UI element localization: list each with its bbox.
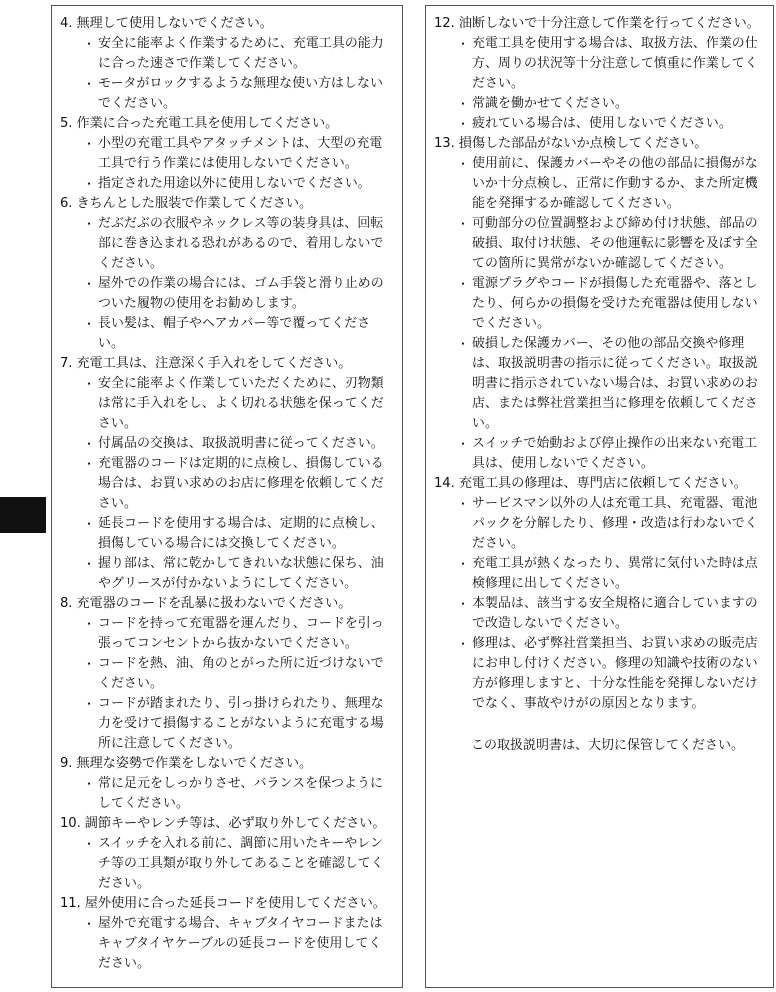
bullet-text: 疲れている場合は、使用しないでください。 bbox=[472, 116, 732, 131]
bullet-item bbox=[434, 634, 764, 714]
bullet-dot-icon: ・ bbox=[83, 137, 96, 151]
bullet-item bbox=[60, 614, 393, 654]
bullet-dot-icon: ・ bbox=[83, 277, 96, 291]
bullet-item bbox=[60, 214, 393, 274]
item-title: 7. 充電工具は、注意深く手入れをしてください。 bbox=[60, 356, 352, 371]
bullet-dot-icon: ・ bbox=[457, 157, 470, 171]
bullet-list bbox=[60, 374, 393, 594]
bullet-item bbox=[60, 74, 393, 114]
safety-item bbox=[60, 814, 393, 894]
bullet-item bbox=[434, 94, 764, 114]
right-column bbox=[425, 5, 774, 988]
bullet-list bbox=[60, 34, 393, 114]
item-title: 12. 油断しないで十分注意して作業を行ってください。 bbox=[434, 16, 760, 31]
bullet-text: 指定された用途以外に使用しないでください。 bbox=[98, 176, 371, 191]
bullet-dot-icon: ・ bbox=[83, 837, 96, 851]
bullet-text: 安全に能率よく作業していただくために、刃物類は常に手入れをし、よく切れる状態を保ってください。 bbox=[98, 376, 384, 431]
safety-item bbox=[60, 14, 393, 114]
bullet-text: 屋外で充電する場合、キャブタイヤコードまたはキャブタイヤケーブルの延長コードを使用してください。 bbox=[98, 916, 383, 971]
bullet-item bbox=[60, 174, 393, 194]
bullet-text: 付属品の交換は、取扱説明書に従ってください。 bbox=[98, 436, 384, 451]
item-title: 10. 調節キーやレンチ等は、必ず取り外してください。 bbox=[60, 816, 386, 831]
bullet-dot-icon: ・ bbox=[83, 657, 96, 671]
safety-item bbox=[60, 194, 393, 354]
bullet-list bbox=[434, 494, 764, 714]
bullet-item bbox=[434, 34, 764, 94]
bullet-text: 破損した保護カバー、その他の部品交換や修理は、取扱説明書の指示に従ってください。取扱説明書に指示されていない場合は、お買い求めのお店、または弊社営業担当に修理を依頼してください。 bbox=[472, 336, 758, 431]
bullet-item bbox=[434, 494, 764, 554]
item-title: 14. 充電工具の修理は、専門店に依頼してください。 bbox=[434, 476, 747, 491]
bullet-list bbox=[60, 134, 393, 194]
bullet-item bbox=[434, 274, 764, 334]
bullet-item bbox=[60, 914, 393, 974]
safety-item bbox=[434, 14, 764, 134]
bullet-text: 修理は、必ず弊社営業担当、お買い求めの販売店にお申し付けください。修理の知識や技術のない方が修理しますと、十分な性能を発揮しないだけでなく、事故やけがの原因となります。 bbox=[472, 636, 758, 711]
bullet-text: だぶだぶの衣服やネックレス等の装身具は、回転部に巻き込まれる恐れがあるので、着用しないでください。 bbox=[98, 216, 384, 271]
bullet-text: 可動部分の位置調整および締め付け状態、部品の破損、取付け状態、その他運転に影響を及ぼす全ての箇所に異常がないか確認してください。 bbox=[472, 216, 758, 271]
bullet-dot-icon: ・ bbox=[457, 337, 470, 351]
bullet-dot-icon: ・ bbox=[83, 617, 96, 631]
bullet-text: コードが踏まれたり、引っ掛けられたり、無理な力を受けて損傷することがないように充電する場所に注意してください。 bbox=[98, 696, 384, 751]
item-title: 13. 損傷した部品がないか点検してください。 bbox=[434, 136, 708, 151]
bullet-text: 常識を働かせてください。 bbox=[472, 96, 628, 111]
bullet-dot-icon: ・ bbox=[83, 517, 96, 531]
bullet-dot-icon: ・ bbox=[83, 77, 96, 91]
bullet-list bbox=[60, 834, 393, 894]
bullet-text: 本製品は、該当する安全規格に適合していますので改造しないでください。 bbox=[472, 596, 758, 631]
safety-item bbox=[60, 114, 393, 194]
closing-note: この取扱説明書は、大切に保管してください。 bbox=[471, 738, 745, 753]
bullet-item bbox=[60, 774, 393, 814]
item-title: 11. 屋外使用に合った延長コードを使用してください。 bbox=[60, 896, 386, 911]
bullet-text: モータがロックするような無理な使い方はしないでください。 bbox=[98, 76, 384, 111]
bullet-list bbox=[434, 34, 764, 134]
bullet-text: コードを持って充電器を運んだり、コードを引っ張ってコンセントから抜かないでください。 bbox=[98, 616, 384, 651]
bullet-dot-icon: ・ bbox=[83, 777, 96, 791]
bullet-dot-icon: ・ bbox=[83, 697, 96, 711]
bullet-text: 屋外での作業の場合には、ゴム手袋と滑り止めのついた履物の使用をお勧めします。 bbox=[98, 276, 384, 311]
bullet-text: 延長コードを使用する場合は、定期的に点検し、損傷している場合には交換してください。 bbox=[98, 516, 384, 551]
bullet-dot-icon: ・ bbox=[83, 37, 96, 51]
bullet-dot-icon: ・ bbox=[457, 217, 470, 231]
bullet-dot-icon: ・ bbox=[457, 37, 470, 51]
bullet-item bbox=[434, 334, 764, 434]
bullet-item bbox=[60, 134, 393, 174]
bullet-item bbox=[434, 434, 764, 474]
bullet-item bbox=[60, 694, 393, 754]
bullet-dot-icon: ・ bbox=[83, 457, 96, 471]
bullet-text: スイッチで始動および停止操作の出来ない充電工具は、使用しないでください。 bbox=[472, 436, 758, 471]
bullet-text: 使用前に、保護カバーやその他の部品に損傷がないか十分点検し、正常に作動するか、また所定機能を発揮するか確認してください。 bbox=[472, 156, 758, 211]
bullet-text: 長い髪は、帽子やヘアカバー等で覆ってください。 bbox=[98, 316, 371, 351]
bullet-item bbox=[60, 314, 393, 354]
bullet-text: 常に足元をしっかりさせ、バランスを保つようにしてください。 bbox=[98, 776, 384, 811]
item-title: 6. きちんとした服装で作業してください。 bbox=[60, 196, 313, 211]
safety-item bbox=[434, 134, 764, 474]
bullet-dot-icon: ・ bbox=[83, 217, 96, 231]
bullet-dot-icon: ・ bbox=[83, 177, 96, 191]
bullet-item bbox=[60, 34, 393, 74]
bullet-item bbox=[60, 454, 393, 514]
bullet-dot-icon: ・ bbox=[457, 557, 470, 571]
bullet-dot-icon: ・ bbox=[457, 117, 470, 131]
bullet-item bbox=[60, 514, 393, 554]
safety-item bbox=[60, 754, 393, 814]
bullet-item bbox=[434, 554, 764, 594]
bullet-dot-icon: ・ bbox=[83, 437, 96, 451]
bullet-dot-icon: ・ bbox=[457, 277, 470, 291]
bullet-item bbox=[60, 274, 393, 314]
bullet-dot-icon: ・ bbox=[83, 317, 96, 331]
bullet-list bbox=[60, 914, 393, 974]
bullet-text: サービスマン以外の人は充電工具、充電器、電池パックを分解したり、修理・改造は行わないでください。 bbox=[472, 496, 758, 551]
bullet-dot-icon: ・ bbox=[457, 497, 470, 511]
bullet-item bbox=[434, 594, 764, 634]
bullet-text: 小型の充電工具やアタッチメントは、大型の充電工具で行う作業には使用しないでください。 bbox=[98, 136, 383, 171]
bullet-item bbox=[60, 554, 393, 594]
bullet-dot-icon: ・ bbox=[457, 437, 470, 451]
bullet-item bbox=[60, 434, 393, 454]
bullet-dot-icon: ・ bbox=[457, 637, 470, 651]
bullet-text: 握り部は、常に乾かしてきれいな状態に保ち、油やグリースが付かないようにしてください。 bbox=[98, 556, 384, 591]
bullet-dot-icon: ・ bbox=[457, 597, 470, 611]
bullet-text: 充電工具が熱くなったり、異常に気付いた時は点検修理に出してください。 bbox=[472, 556, 758, 591]
item-title: 4. 無理して使用しないでください。 bbox=[60, 16, 273, 31]
bullet-list bbox=[60, 614, 393, 754]
bullet-list bbox=[434, 154, 764, 474]
item-title: 5. 作業に合った充電工具を使用してください。 bbox=[60, 116, 339, 131]
bullet-item bbox=[434, 154, 764, 214]
bullet-list bbox=[60, 214, 393, 354]
bullet-dot-icon: ・ bbox=[457, 97, 470, 111]
bullet-list bbox=[60, 774, 393, 814]
bullet-text: 充電工具を使用する場合は、取扱方法、作業の仕方、周りの状況等十分注意して慎重に作業してください。 bbox=[472, 36, 758, 91]
bullet-text: スイッチを入れる前に、調節に用いたキーやレンチ等の工具類が取り外してあることを確認してください。 bbox=[98, 836, 384, 891]
bullet-dot-icon: ・ bbox=[83, 557, 96, 571]
bullet-dot-icon: ・ bbox=[83, 917, 96, 931]
safety-item bbox=[434, 474, 764, 714]
item-title: 9. 無理な姿勢で作業をしないでください。 bbox=[60, 756, 313, 771]
safety-item bbox=[60, 594, 393, 754]
bullet-text: 安全に能率よく作業するために、充電工具の能力に合った速さで作業してください。 bbox=[98, 36, 384, 71]
bullet-item bbox=[434, 214, 764, 274]
safety-item bbox=[60, 894, 393, 974]
bullet-text: 電源プラグやコードが損傷した充電器や、落としたり、何らかの損傷を受けた充電器は使用しないでください。 bbox=[472, 276, 758, 331]
bullet-dot-icon: ・ bbox=[83, 377, 96, 391]
bullet-item bbox=[60, 654, 393, 694]
bullet-text: 充電器のコードは定期的に点検し、損傷している場合は、お買い求めのお店に修理を依頼してください。 bbox=[98, 456, 384, 511]
bullet-item bbox=[60, 834, 393, 894]
safety-item bbox=[60, 354, 393, 594]
bullet-item bbox=[434, 114, 764, 134]
section-tab-marker bbox=[0, 497, 46, 533]
item-title: 8. 充電器のコードを乱暴に扱わないでください。 bbox=[60, 596, 352, 611]
bullet-text: コードを熱、油、角のとがった所に近づけないでください。 bbox=[98, 656, 384, 691]
left-column bbox=[51, 5, 403, 988]
bullet-item bbox=[60, 374, 393, 434]
